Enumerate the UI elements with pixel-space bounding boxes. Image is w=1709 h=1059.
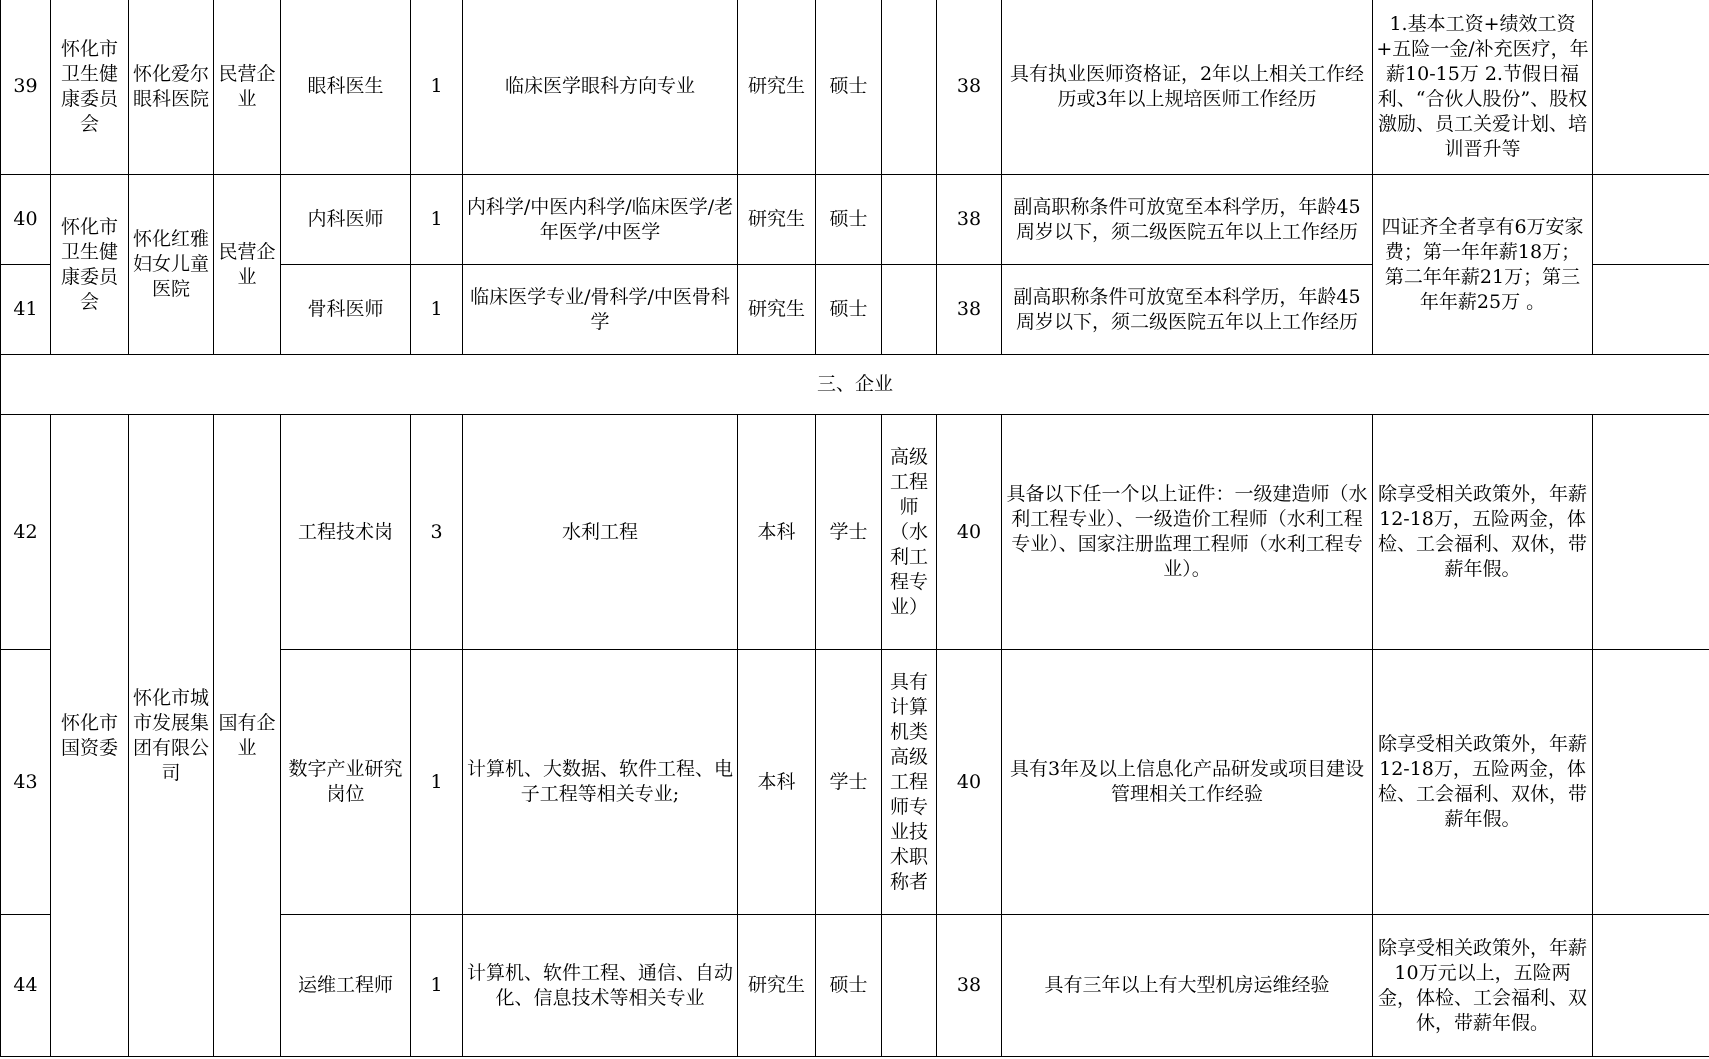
benefits: 四证齐全者享有6万安家费；第一年年薪18万；第二年年薪21万；第三年年薪25万 。 bbox=[1373, 175, 1593, 355]
row-number: 43 bbox=[1, 650, 51, 915]
degree: 学士 bbox=[816, 415, 882, 650]
row-number: 40 bbox=[1, 175, 51, 265]
table-row-39 bbox=[1, 0, 1709, 175]
headcount: 1 bbox=[411, 915, 463, 1057]
table-row-40 bbox=[1, 175, 1709, 265]
education: 本科 bbox=[738, 650, 816, 915]
major-requirement: 内科学/中医内科学/临床医学/老年医学/中医学 bbox=[463, 175, 738, 265]
professional-title: 具有计算机类高级工程师专业技术职称者 bbox=[882, 650, 937, 915]
professional-title bbox=[882, 265, 937, 355]
age-limit: 38 bbox=[937, 175, 1002, 265]
section-title: 三、企业 bbox=[1, 355, 1709, 415]
education: 研究生 bbox=[738, 175, 816, 265]
position-name: 骨科医师 bbox=[281, 265, 411, 355]
remarks bbox=[1593, 915, 1709, 1057]
position-name: 工程技术岗 bbox=[281, 415, 411, 650]
employer: 怀化爱尔眼科医院 bbox=[129, 0, 214, 175]
remarks bbox=[1593, 265, 1709, 355]
position-name: 数字产业研究岗位 bbox=[281, 650, 411, 915]
other-requirements: 副高职称条件可放宽至本科学历，年龄45周岁以下，须二级医院五年以上工作经历 bbox=[1002, 175, 1373, 265]
other-requirements: 具有执业医师资格证，2年以上相关工作经历或3年以上规培医师工作经历 bbox=[1002, 0, 1373, 175]
row-number: 44 bbox=[1, 915, 51, 1057]
supervising-dept: 怀化市国资委 bbox=[51, 415, 129, 1057]
table-row-42 bbox=[1, 415, 1709, 650]
enterprise-nature: 国有企业 bbox=[214, 415, 281, 1057]
education: 研究生 bbox=[738, 265, 816, 355]
education: 研究生 bbox=[738, 0, 816, 175]
position-name: 眼科医生 bbox=[281, 0, 411, 175]
age-limit: 40 bbox=[937, 415, 1002, 650]
enterprise-nature: 民营企业 bbox=[214, 0, 281, 175]
education: 本科 bbox=[738, 415, 816, 650]
supervising-dept: 怀化市卫生健康委员会 bbox=[51, 0, 129, 175]
supervising-dept: 怀化市卫生健康委员会 bbox=[51, 175, 129, 355]
other-requirements: 具有三年以上有大型机房运维经验 bbox=[1002, 915, 1373, 1057]
headcount: 1 bbox=[411, 265, 463, 355]
other-requirements: 具有3年及以上信息化产品研发或项目建设管理相关工作经验 bbox=[1002, 650, 1373, 915]
position-name: 内科医师 bbox=[281, 175, 411, 265]
section-header-row bbox=[1, 355, 1709, 415]
headcount: 1 bbox=[411, 650, 463, 915]
other-requirements: 副高职称条件可放宽至本科学历，年龄45周岁以下，须二级医院五年以上工作经历 bbox=[1002, 265, 1373, 355]
row-number: 41 bbox=[1, 265, 51, 355]
other-requirements: 具备以下任一个以上证件：一级建造师（水利工程专业）、一级造价工程师（水利工程专业）、国家注册监理工程师（水利工程专业）。 bbox=[1002, 415, 1373, 650]
employer: 怀化红雅妇女儿童医院 bbox=[129, 175, 214, 355]
major-requirement: 水利工程 bbox=[463, 415, 738, 650]
headcount: 3 bbox=[411, 415, 463, 650]
position-name: 运维工程师 bbox=[281, 915, 411, 1057]
major-requirement: 临床医学专业/骨科学/中医骨科学 bbox=[463, 265, 738, 355]
professional-title bbox=[882, 175, 937, 265]
degree: 硕士 bbox=[816, 915, 882, 1057]
headcount: 1 bbox=[411, 175, 463, 265]
remarks bbox=[1593, 650, 1709, 915]
enterprise-nature: 民营企业 bbox=[214, 175, 281, 355]
major-requirement: 计算机、大数据、软件工程、电子工程等相关专业; bbox=[463, 650, 738, 915]
benefits: 除享受相关政策外，年薪10万元以上，五险两金，体检、工会福利、双休，带薪年假。 bbox=[1373, 915, 1593, 1057]
benefits: 除享受相关政策外，年薪12-18万，五险两金，体检、工会福利、双休，带薪年假。 bbox=[1373, 415, 1593, 650]
professional-title: 高级工程师（水利工程专业） bbox=[882, 415, 937, 650]
age-limit: 38 bbox=[937, 915, 1002, 1057]
degree: 硕士 bbox=[816, 265, 882, 355]
degree: 学士 bbox=[816, 650, 882, 915]
age-limit: 38 bbox=[937, 265, 1002, 355]
major-requirement: 临床医学眼科方向专业 bbox=[463, 0, 738, 175]
major-requirement: 计算机、软件工程、通信、自动化、信息技术等相关专业 bbox=[463, 915, 738, 1057]
benefits: 1.基本工资+绩效工资+五险一金/补充医疗，年薪10-15万 2.节假日福利、“合伙人股份”、股权激励、员工关爱计划、培训晋升等 bbox=[1373, 0, 1593, 175]
professional-title bbox=[882, 915, 937, 1057]
education: 研究生 bbox=[738, 915, 816, 1057]
professional-title bbox=[882, 0, 937, 175]
headcount: 1 bbox=[411, 0, 463, 175]
degree: 硕士 bbox=[816, 0, 882, 175]
age-limit: 38 bbox=[937, 0, 1002, 175]
remarks bbox=[1593, 415, 1709, 650]
row-number: 42 bbox=[1, 415, 51, 650]
remarks bbox=[1593, 0, 1709, 175]
employer: 怀化市城市发展集团有限公司 bbox=[129, 415, 214, 1057]
remarks bbox=[1593, 175, 1709, 265]
row-number: 39 bbox=[1, 0, 51, 175]
benefits: 除享受相关政策外，年薪12-18万，五险两金，体检、工会福利、双休，带薪年假。 bbox=[1373, 650, 1593, 915]
age-limit: 40 bbox=[937, 650, 1002, 915]
degree: 硕士 bbox=[816, 175, 882, 265]
